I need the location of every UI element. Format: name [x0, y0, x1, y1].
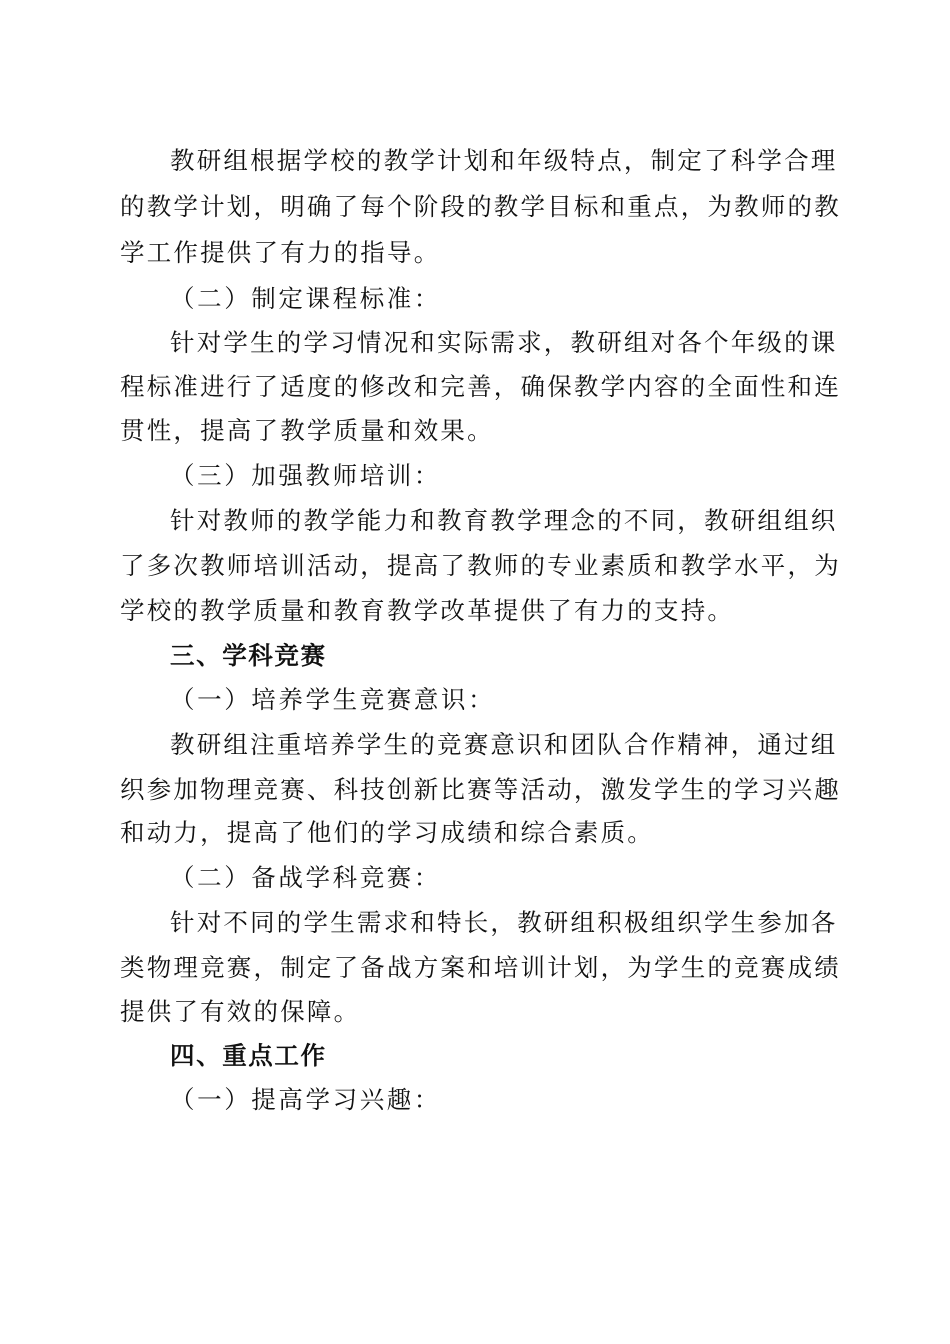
paragraph-line: 了多次教师培训活动，提高了教师的专业素质和教学水平，为 — [120, 551, 841, 580]
paragraph-line: 提供了有效的保障。 — [120, 997, 361, 1026]
paragraph-line: 学校的教学质量和教育教学改革提供了有力的支持。 — [120, 596, 735, 625]
subheading-text: （一）提高学习兴趣： — [170, 1085, 441, 1114]
paragraph-line: 织参加物理竞赛、科技创新比赛等活动，激发学生的学习兴趣 — [120, 775, 841, 804]
paragraph-line: 针对学生的学习情况和实际需求，教研组对各个年级的课 — [170, 328, 838, 357]
paragraph-line: 针对不同的学生需求和特长，教研组积极组织学生参加各 — [170, 908, 838, 937]
paragraph-line: 贯性，提高了教学质量和效果。 — [120, 416, 494, 445]
section-heading-text: 四、重点工作 — [170, 1041, 327, 1070]
paragraph-line: 学工作提供了有力的指导。 — [120, 238, 441, 267]
paragraph-line: 的教学计划，明确了每个阶段的教学目标和重点，为教师的教 — [120, 192, 841, 221]
subheading-text: （二）制定课程标准： — [170, 284, 441, 313]
paragraph-line: 教研组根据学校的教学计划和年级特点，制定了科学合理 — [170, 146, 838, 175]
paragraph-line: 教研组注重培养学生的竞赛意识和团队合作精神，通过组 — [170, 730, 838, 759]
subheading-text: （一）培养学生竞赛意识： — [170, 685, 496, 714]
paragraph-line: 针对教师的教学能力和教育教学理念的不同，教研组组织 — [170, 506, 838, 535]
section-heading-text: 三、学科竞赛 — [170, 641, 327, 670]
subheading-text: （三）加强教师培训： — [170, 461, 441, 490]
paragraph-line: 和动力，提高了他们的学习成绩和综合素质。 — [120, 818, 654, 847]
paragraph-line: 程标准进行了适度的修改和完善，确保教学内容的全面性和连 — [120, 372, 841, 401]
paragraph-line: 类物理竞赛，制定了备战方案和培训计划，为学生的竞赛成绩 — [120, 953, 841, 982]
subheading-text: （二）备战学科竞赛： — [170, 863, 441, 892]
